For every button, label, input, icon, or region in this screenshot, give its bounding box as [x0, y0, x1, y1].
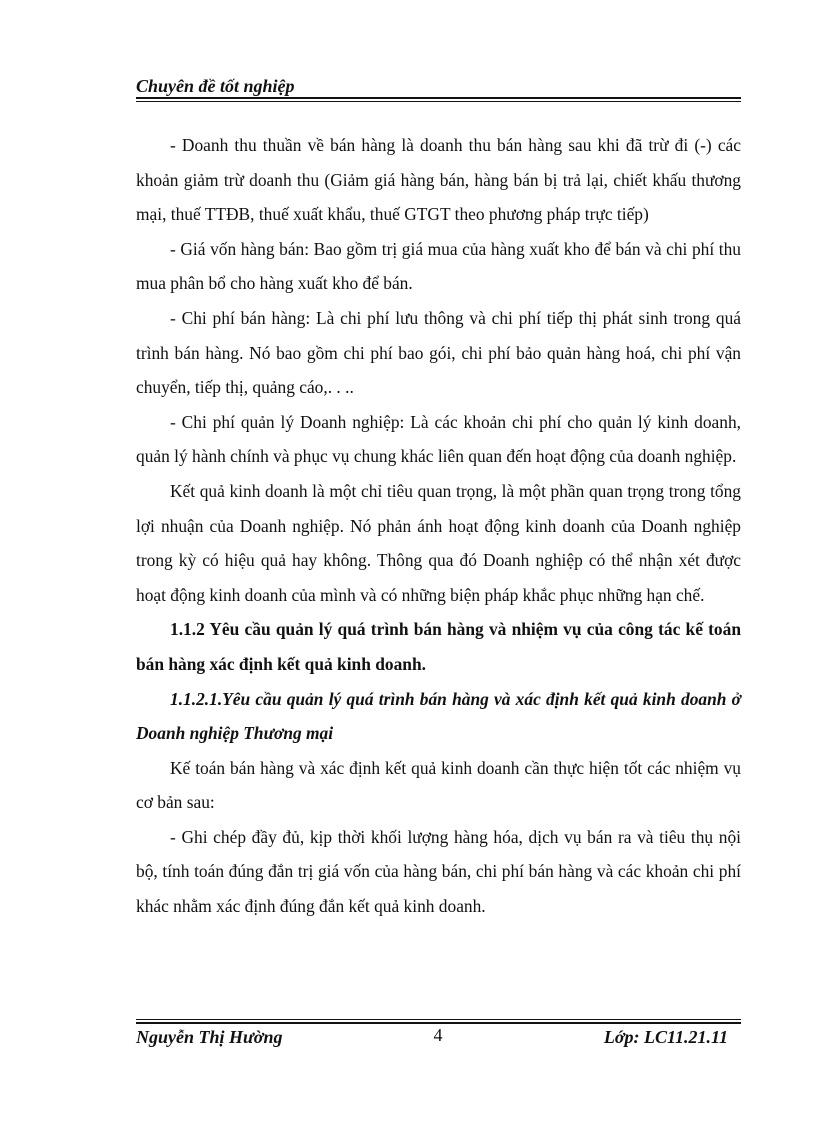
paragraph-accounting-tasks: Kế toán bán hàng và xác định kết quả kinh doanh cần thực hiện tốt các nhiệm vụ cơ bản sau: [136, 757, 741, 813]
footer-class-label: Lớp: LC11.21.11 [603, 1027, 728, 1047]
paragraph-admin-expenses: - Chi phí quản lý Doanh nghiệp: Là các khoản chi phí cho quản lý kinh doanh, quản lý hành chính và phục vụ chung khác liên quan đến hoạt động của doanh nghiệp. [136, 411, 741, 467]
section-heading-1-1-2: 1.1.2 Yêu cầu quản lý quá trình bán hàng và nhiệm vụ của công tác kế toán bán hàng xác định kết quả kinh doanh. [136, 619, 741, 674]
footer-author: Nguyễn Thị Hường [136, 1027, 283, 1047]
paragraph-business-results: Kết quả kinh doanh là một chỉ tiêu quan trọng, là một phần quan trọng trong tổng lợi nhuận của Doanh nghiệp. Nó phản ánh hoạt động kinh doanh của Doanh nghiệp trong kỳ có hiệu quả hay không. Thông qua đó Doanh nghiệp có thể nhận xét được hoạt động kinh doanh của mình và có những biện pháp khắc phục những hạn chế. [136, 480, 741, 605]
header-rule [136, 97, 741, 102]
page-number: 4 [433, 1025, 443, 1045]
paragraph-selling-expenses: - Chi phí bán hàng: Là chi phí lưu thông và chi phí tiếp thị phát sinh trong quá trình bán hàng. Nó bao gồm chi phí bao gói, chi phí bảo quản hàng hoá, chi phí vận chuyển, tiếp thị, quảng cáo,. . .. [136, 307, 741, 398]
footer-rule [136, 1019, 741, 1024]
page-header-title: Chuyên đề tốt nghiệp [136, 76, 295, 96]
paragraph-cost-of-goods: - Giá vốn hàng bán: Bao gồm trị giá mua của hàng xuất kho để bán và chi phí thu mua phân bổ cho hàng xuất kho để bán. [136, 238, 741, 294]
paragraph-net-revenue: - Doanh thu thuần về bán hàng là doanh thu bán hàng sau khi đã trừ đi (-) các khoản giảm trừ doanh thu (Giảm giá hàng bán, hàng bán bị trả lại, chiết khấu thương mại, thuế TTĐB, thuế xuất khẩu, thuế GTGT theo phương pháp trực tiếp) [136, 135, 741, 225]
document-body [136, 128, 741, 924]
section-heading-1-1-2-1: 1.1.2.1.Yêu cầu quản lý quá trình bán hàng và xác định kết quả kinh doanh ở Doanh nghiệp Thương mại [136, 688, 741, 744]
paragraph-recording-task: - Ghi chép đầy đủ, kịp thời khối lượng hàng hóa, dịch vụ bán ra và tiêu thụ nội bộ, tính toán đúng đắn trị giá vốn của hàng bán, chi phí bán hàng và các khoản chi phí khác nhằm xác định đúng đắn kết quả kinh doanh. [136, 826, 741, 917]
